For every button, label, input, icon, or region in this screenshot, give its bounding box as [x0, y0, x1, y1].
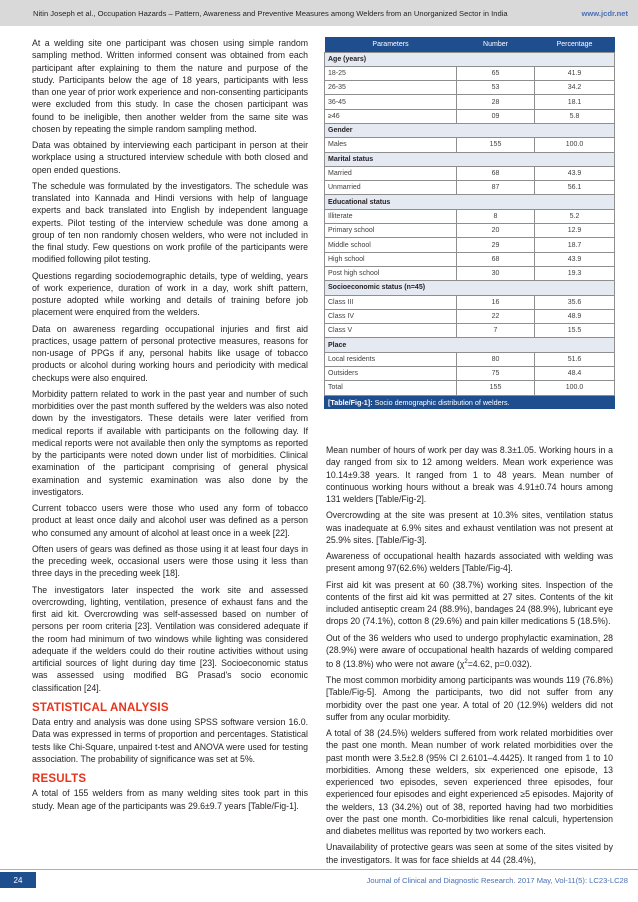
number-cell: 155	[457, 381, 535, 395]
percentage-cell: 100.0	[535, 381, 615, 395]
paragraph: Current tobacco users were those who used any form of tobacco product at least once daily and alcohol user was defined as a person who consumed any amount of alcohol at least once in a week [22].	[32, 503, 308, 538]
parameter-cell: 36-45	[325, 95, 457, 109]
parameter-cell: High school	[325, 252, 457, 266]
parameter-cell: Males	[325, 138, 457, 152]
number-cell: 30	[457, 266, 535, 280]
parameter-cell: Class III	[325, 295, 457, 309]
parameter-cell: 26-35	[325, 81, 457, 95]
paragraph: Data on awareness regarding occupational injuries and first aid practices, usage pattern of personal protective measures, reasons for non-usage of PPGs if any, personal habits like usage of tobacco products or alcohol during working hours and periodicity with medical checkups were also enquired.	[32, 323, 308, 383]
right-column	[326, 444, 613, 870]
table-row	[325, 252, 615, 266]
paragraph: Morbidity pattern related to work in the past year and number of such morbidities over the past month suffered by the welders was also noted down by the investigators. These details were later verified from medical reports if available with participants on the following day. If medical reports were not available then only the symptoms as reported by the participants were noted down under list of morbidities. Clinical examination of the participant comprising of general physical examination and systemic examination was also done by the investigators.	[32, 388, 308, 497]
paragraph: Often users of gears was defined as those using it at least four days in the preceding week, occasional users were those using it less than three days in the preceding week [18].	[32, 543, 308, 579]
percentage-cell: 5.8	[535, 109, 615, 123]
table-section-row	[325, 338, 615, 352]
percentage-cell: 100.0	[535, 138, 615, 152]
table-row	[325, 166, 615, 180]
number-cell: 53	[457, 81, 535, 95]
paragraph: At a welding site one participant was chosen using simple random sampling method. Written informed consent was obtained from each participant after explaining to them the nature and purpose of the study. Participants below the age of 18 years, participants with less than one year of prior work experience and non-consenting participants were excluded from this study. In case the chosen participant was found to be ineligible, then another welder from the same site was chosen by repeating the simple random sampling method.	[32, 38, 308, 134]
header-parameters: Parameters	[325, 37, 457, 52]
parameter-cell: 18-25	[325, 66, 457, 80]
number-cell: 68	[457, 252, 535, 266]
number-cell: 68	[457, 166, 535, 180]
number-cell: 09	[457, 109, 535, 123]
table-row	[325, 324, 615, 338]
parameter-cell: Class IV	[325, 309, 457, 323]
percentage-cell: 48.4	[535, 367, 615, 381]
header-percentage: Percentage	[535, 37, 615, 52]
chi-text-pre: Out of the 36 welders who used to undergo prophylactic examination, 28 (28.9%) were aware of occupational health hazards of welding compared to 8 (13.8%) who were not aware (χ	[326, 632, 613, 669]
page-footer	[0, 872, 638, 890]
footer-divider	[0, 869, 638, 870]
table-row	[325, 295, 615, 309]
table-section-row	[325, 123, 615, 137]
table-row	[325, 238, 615, 252]
table-section-row	[325, 195, 615, 209]
section-title-cell: Socioeconomic status (n=45)	[325, 281, 615, 295]
paragraph: The investigators later inspected the work site and assessed overcrowding, lighting, ventilation, presence of exhaust fans and the first aid kit. Overcrowding was self-assessed based on number of persons per room criteria [23]. Ventilation was considered adequate if the room had minimum of two windows while lighting was considered adequate if the welders could do their routine activities without using artificial sources of light during day time [23]. Socioeconomic status was assessed using modified BG Prasad's socio economic classification [24].	[32, 584, 308, 693]
percentage-cell: 35.6	[535, 295, 615, 309]
table-row	[325, 95, 615, 109]
number-cell: 28	[457, 95, 535, 109]
caption-label: [Table/Fig-1]:	[328, 397, 373, 407]
table-row	[325, 309, 615, 323]
number-cell: 155	[457, 138, 535, 152]
running-title: Nitin Joseph et al., Occupation Hazards – Pattern, Awareness and Preventive Measures among Welders from an Unorganized Sector in India	[33, 8, 508, 18]
number-cell: 20	[457, 224, 535, 238]
journal-citation: Journal of Clinical and Diagnostic Research. 2017 May, Vol-11(5): LC23-LC28	[366, 876, 628, 885]
percentage-cell: 12.9	[535, 224, 615, 238]
demographics-table	[324, 37, 615, 396]
number-cell: 87	[457, 181, 535, 195]
paragraph: Data entry and analysis was done using SPSS software version 16.0. Data was expressed in terms of proportion and percentages. Statistical tests like Chi-Square, unpaired t-test and ANOVA were used for testing association. The probability of significance was set at 5%.	[32, 717, 308, 764]
percentage-cell: 5.2	[535, 209, 615, 223]
parameter-cell: Local residents	[325, 352, 457, 366]
table-row	[325, 352, 615, 366]
percentage-cell: 43.9	[535, 252, 615, 266]
chi-superscript: 2	[464, 659, 468, 665]
parameter-cell: Primary school	[325, 224, 457, 238]
table-row	[325, 209, 615, 223]
number-cell: 22	[457, 309, 535, 323]
table-fig-1	[324, 37, 615, 409]
paragraph: The most common morbidity among participants was wounds 119 (76.8%) [Table/Fig-5]. Among the participants, two did not suffer from any morbidity over the past one year. A total of 20 (12.9%) welders did not suffer from any ocular morbidity.	[326, 675, 613, 722]
paragraph: A total of 38 (24.5%) welders suffered from work related morbidities over the past one month. Mean number of work related morbidities over the past month were 3.5±2.8 (95% CI 2.6101–4.4425). It ranged from 1 to 10 morbidities. Among these welders, six experienced one episode, 13 experienced two episodes, seven experienced three episodes, four experienced four episodes and eight experienced ≥5 episodes. Majority of the welders, 13 (34.2%) out of 38, reported having had two morbidities over the past one month. Co-morbidities like renal calculi, hypertension and diabetes mellitus was reported by two workers each.	[326, 728, 613, 837]
paragraph: Mean number of hours of work per day was 8.3±1.05. Working hours in a day ranged from six to 12 among welders. Mean work experience was 10.14±9.38 years. It ranged from 1 to 48 years. Mean number of continuous working hours without a break was 4.91±0.74 hours among 131 welders [Table/Fig-2].	[326, 445, 613, 504]
table-row	[325, 381, 615, 395]
section-heading-results: RESULTS	[32, 773, 87, 785]
table-row	[325, 66, 615, 80]
number-cell: 80	[457, 352, 535, 366]
parameter-cell: Outsiders	[325, 367, 457, 381]
section-title-cell: Age (years)	[325, 52, 615, 66]
table-row	[325, 138, 615, 152]
number-cell: 65	[457, 66, 535, 80]
number-cell: 16	[457, 295, 535, 309]
table-header-row	[325, 37, 615, 52]
percentage-cell: 48.9	[535, 309, 615, 323]
table-row	[325, 224, 615, 238]
table-section-row	[325, 152, 615, 166]
section-heading-statistical-analysis: STATISTICAL ANALYSIS	[32, 701, 169, 714]
number-cell: 75	[457, 367, 535, 381]
paragraph: Questions regarding sociodemographic details, type of welding, years of work experience, duration of work in a day, work shift pattern, posture adopted while working and details of training before job placement were enquired from the welders.	[32, 270, 308, 318]
number-cell: 7	[457, 324, 535, 338]
percentage-cell: 41.9	[535, 66, 615, 80]
parameter-cell: Total	[325, 381, 457, 395]
paragraph: Data was obtained by interviewing each participant in person at their workplace using a structured interview schedule with both closed and open ended questions.	[32, 140, 308, 175]
percentage-cell: 18.1	[535, 95, 615, 109]
percentage-cell: 19.3	[535, 266, 615, 280]
page-header	[0, 0, 638, 26]
table-caption	[324, 396, 615, 409]
percentage-cell: 15.5	[535, 324, 615, 338]
section-title-cell: Place	[325, 338, 615, 352]
table-row	[325, 367, 615, 381]
caption-text: Socio demographic distribution of welders.	[372, 397, 510, 407]
table-body	[325, 52, 615, 395]
section-title-cell: Marital status	[325, 152, 615, 166]
section-title-cell: Gender	[325, 123, 615, 137]
table-row	[325, 81, 615, 95]
table-section-row	[325, 52, 615, 66]
section-title-cell: Educational status	[325, 195, 615, 209]
parameter-cell: Illiterate	[325, 209, 457, 223]
chi-text-post: =4.62, p=0.032).	[467, 658, 532, 669]
journal-url-link[interactable]: www.jcdr.net	[581, 8, 628, 18]
paragraph: A total of 155 welders from as many welding sites took part in this study. Mean age of the participants was 29.6±9.7 years [Table/Fig-1].	[32, 788, 308, 811]
table-row	[325, 181, 615, 195]
percentage-cell: 43.9	[535, 166, 615, 180]
parameter-cell: Class V	[325, 324, 457, 338]
paragraph: Overcrowding at the site was present at 10.3% sites, ventilation status was inadequate at 6.9% sites and exhaust ventilation was not present at 25.9% sites. [Table/Fig-3].	[326, 510, 613, 545]
number-cell: 29	[457, 238, 535, 252]
percentage-cell: 34.2	[535, 81, 615, 95]
left-column	[32, 37, 308, 816]
parameter-cell: Unmarried	[325, 181, 457, 195]
table-row	[325, 109, 615, 123]
percentage-cell: 51.6	[535, 352, 615, 366]
paragraph: The schedule was formulated by the investigators. The schedule was translated into Kannada and Hindi versions with help of language experts and back translated into English by independent language experts. Pilot testing of the interview schedule was done among a group of ten non randomly chosen welders, who were not included in the final study. Few questions on work profile of the participants were modified following pilot testing.	[32, 180, 308, 265]
table-row	[325, 266, 615, 280]
percentage-cell: 18.7	[535, 238, 615, 252]
paragraph: Unavailability of protective gears was seen at some of the sites visited by the investigators. It was for face shields at 44 (28.4%),	[326, 842, 613, 865]
percentage-cell: 56.1	[535, 181, 615, 195]
parameter-cell: Post high school	[325, 266, 457, 280]
paragraph: Awareness of occupational health hazards associated with welding was present among 97(62.6%) welders [Table/Fig-4].	[326, 551, 613, 574]
paragraph-chi-square	[326, 632, 613, 671]
parameter-cell: ≥46	[325, 109, 457, 123]
parameter-cell: Married	[325, 166, 457, 180]
parameter-cell: Middle school	[325, 238, 457, 252]
header-number: Number	[457, 37, 535, 52]
number-cell: 8	[457, 209, 535, 223]
paragraph: First aid kit was present at 60 (38.7%) working sites. Inspection of the contents of the first aid kit was permitted at 27 sites. Contents of the kit included antiseptic cream 24 (88.9%), bandages 24 (88.9%), lubricant eye drops 20 (74.1%), cotton 8 (29.6%) and pain killer medications 5 (18.5%).	[326, 579, 613, 627]
table-section-row	[325, 281, 615, 295]
page-number: 24	[0, 872, 36, 888]
